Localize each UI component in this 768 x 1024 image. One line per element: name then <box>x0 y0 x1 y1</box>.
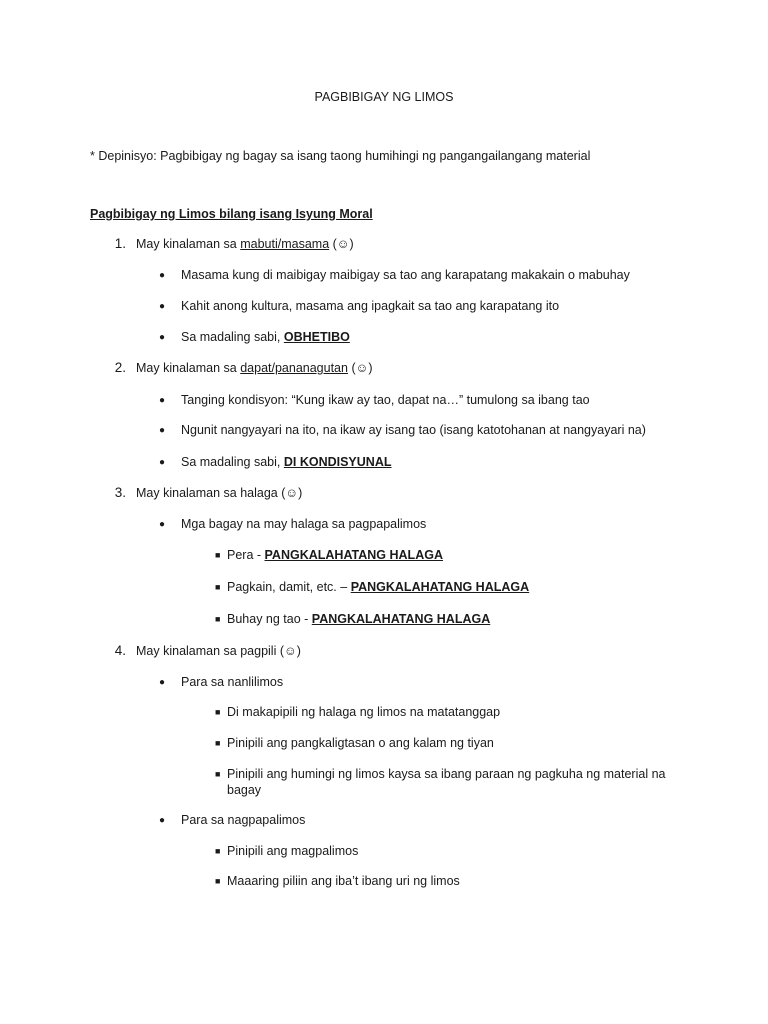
square-bullet-icon: ■ <box>215 846 221 856</box>
subbullet-text: Maaaring piliin ang iba’t ibang uri ng limos <box>227 874 460 888</box>
bullet-text: Kahit anong kultura, masama ang ipagkait sa tao ang karapatang ito <box>181 299 560 313</box>
bullet-icon: ● <box>159 519 166 530</box>
bullet-text: Sa madaling sabi, OBHETIBO <box>181 330 350 344</box>
item-text: May kinalaman sa <box>136 237 241 251</box>
bullet-text: Para sa nagpapalimos <box>181 813 306 827</box>
item-text: May kinalaman sa <box>136 361 241 375</box>
square-bullet-icon: ■ <box>215 550 221 560</box>
subbullet-text: Pera - PANGKALAHATANG HALAGA <box>227 548 443 562</box>
emphasis-text: OBHETIBO <box>283 330 350 344</box>
bullet-text: Mga bagay na may halaga sa pagpapalimos <box>181 517 427 531</box>
item-number: 2. <box>114 360 126 375</box>
square-bullet-icon: ■ <box>215 769 221 779</box>
square-bullet-icon: ■ <box>215 582 221 592</box>
section-heading: Pagbibigay ng Limos bilang isang Isyung Moral <box>90 207 373 221</box>
subbullet-text: Pinipili ang pangkaligtasan o ang kalam ng tiyan <box>227 736 494 750</box>
subbullet-text: Pagkain, damit, etc. – PANGKALAHATANG HALAGA <box>227 580 530 594</box>
bullet-text: Sa madaling sabi, DI KONDISYUNAL <box>181 455 392 469</box>
bullet-icon: ● <box>159 457 166 468</box>
bullet-text: Tanging kondisyon: “Kung ikaw ay tao, dapat na…” tumulong sa ibang tao <box>181 393 590 407</box>
item-underlined: dapat/pananagutan <box>240 361 348 375</box>
list-item: May kinalaman sa pagpili (☺) <box>136 644 301 658</box>
bullet-text: Ngunit nangyayari na ito, na ikaw ay isang tao (isang katotohanan at nangyayari na) <box>181 423 646 437</box>
subbullet-text: Pinipili ang humingi ng limos kaysa sa ibang paraan ng pagkuha ng material na bagay <box>227 767 666 797</box>
square-bullet-icon: ■ <box>215 876 221 886</box>
definition-text: * Depinisyo: Pagbibigay ng bagay sa isang taong humihingi ng pangangailangang material <box>90 149 591 163</box>
emphasis-text: PANGKALAHATANG HALAGA <box>311 612 491 626</box>
subbullet-text: Di makapipili ng halaga ng limos na matatanggap <box>227 705 501 719</box>
subbullet-text: Buhay ng tao - PANGKALAHATANG HALAGA <box>227 612 491 626</box>
emphasis-text: PANGKALAHATANG HALAGA <box>350 580 530 594</box>
bullet-icon: ● <box>159 395 166 406</box>
item-number: 4. <box>114 643 126 658</box>
bullet-icon: ● <box>159 815 166 826</box>
bullet-icon: ● <box>159 270 166 281</box>
square-bullet-icon: ■ <box>215 707 221 717</box>
item-number: 3. <box>114 485 126 500</box>
item-suffix: (☺) <box>347 361 373 375</box>
bullet-text: Para sa nanlilimos <box>181 675 284 689</box>
item-suffix: (☺) <box>329 237 354 251</box>
list-item <box>136 361 373 375</box>
subbullet-text: Pinipili ang magpalimos <box>227 844 359 858</box>
list-item <box>136 237 354 251</box>
item-underlined: mabuti/masama <box>240 237 330 251</box>
document-title: PAGBIBIGAY NG LIMOS <box>314 90 454 104</box>
square-bullet-icon: ■ <box>215 614 221 624</box>
emphasis-text: PANGKALAHATANG HALAGA <box>264 548 443 562</box>
emphasis-text: DI KONDISYUNAL <box>283 455 392 469</box>
item-number: 1. <box>114 236 126 251</box>
bullet-icon: ● <box>159 301 166 312</box>
bullet-icon: ● <box>159 425 166 436</box>
bullet-text: Masama kung di maibigay maibigay sa tao ang karapatang makakain o mabuhay <box>181 268 630 282</box>
bullet-icon: ● <box>159 332 166 343</box>
list-item: May kinalaman sa halaga (☺) <box>136 486 303 500</box>
bullet-icon: ● <box>159 677 166 688</box>
square-bullet-icon: ■ <box>215 738 221 748</box>
